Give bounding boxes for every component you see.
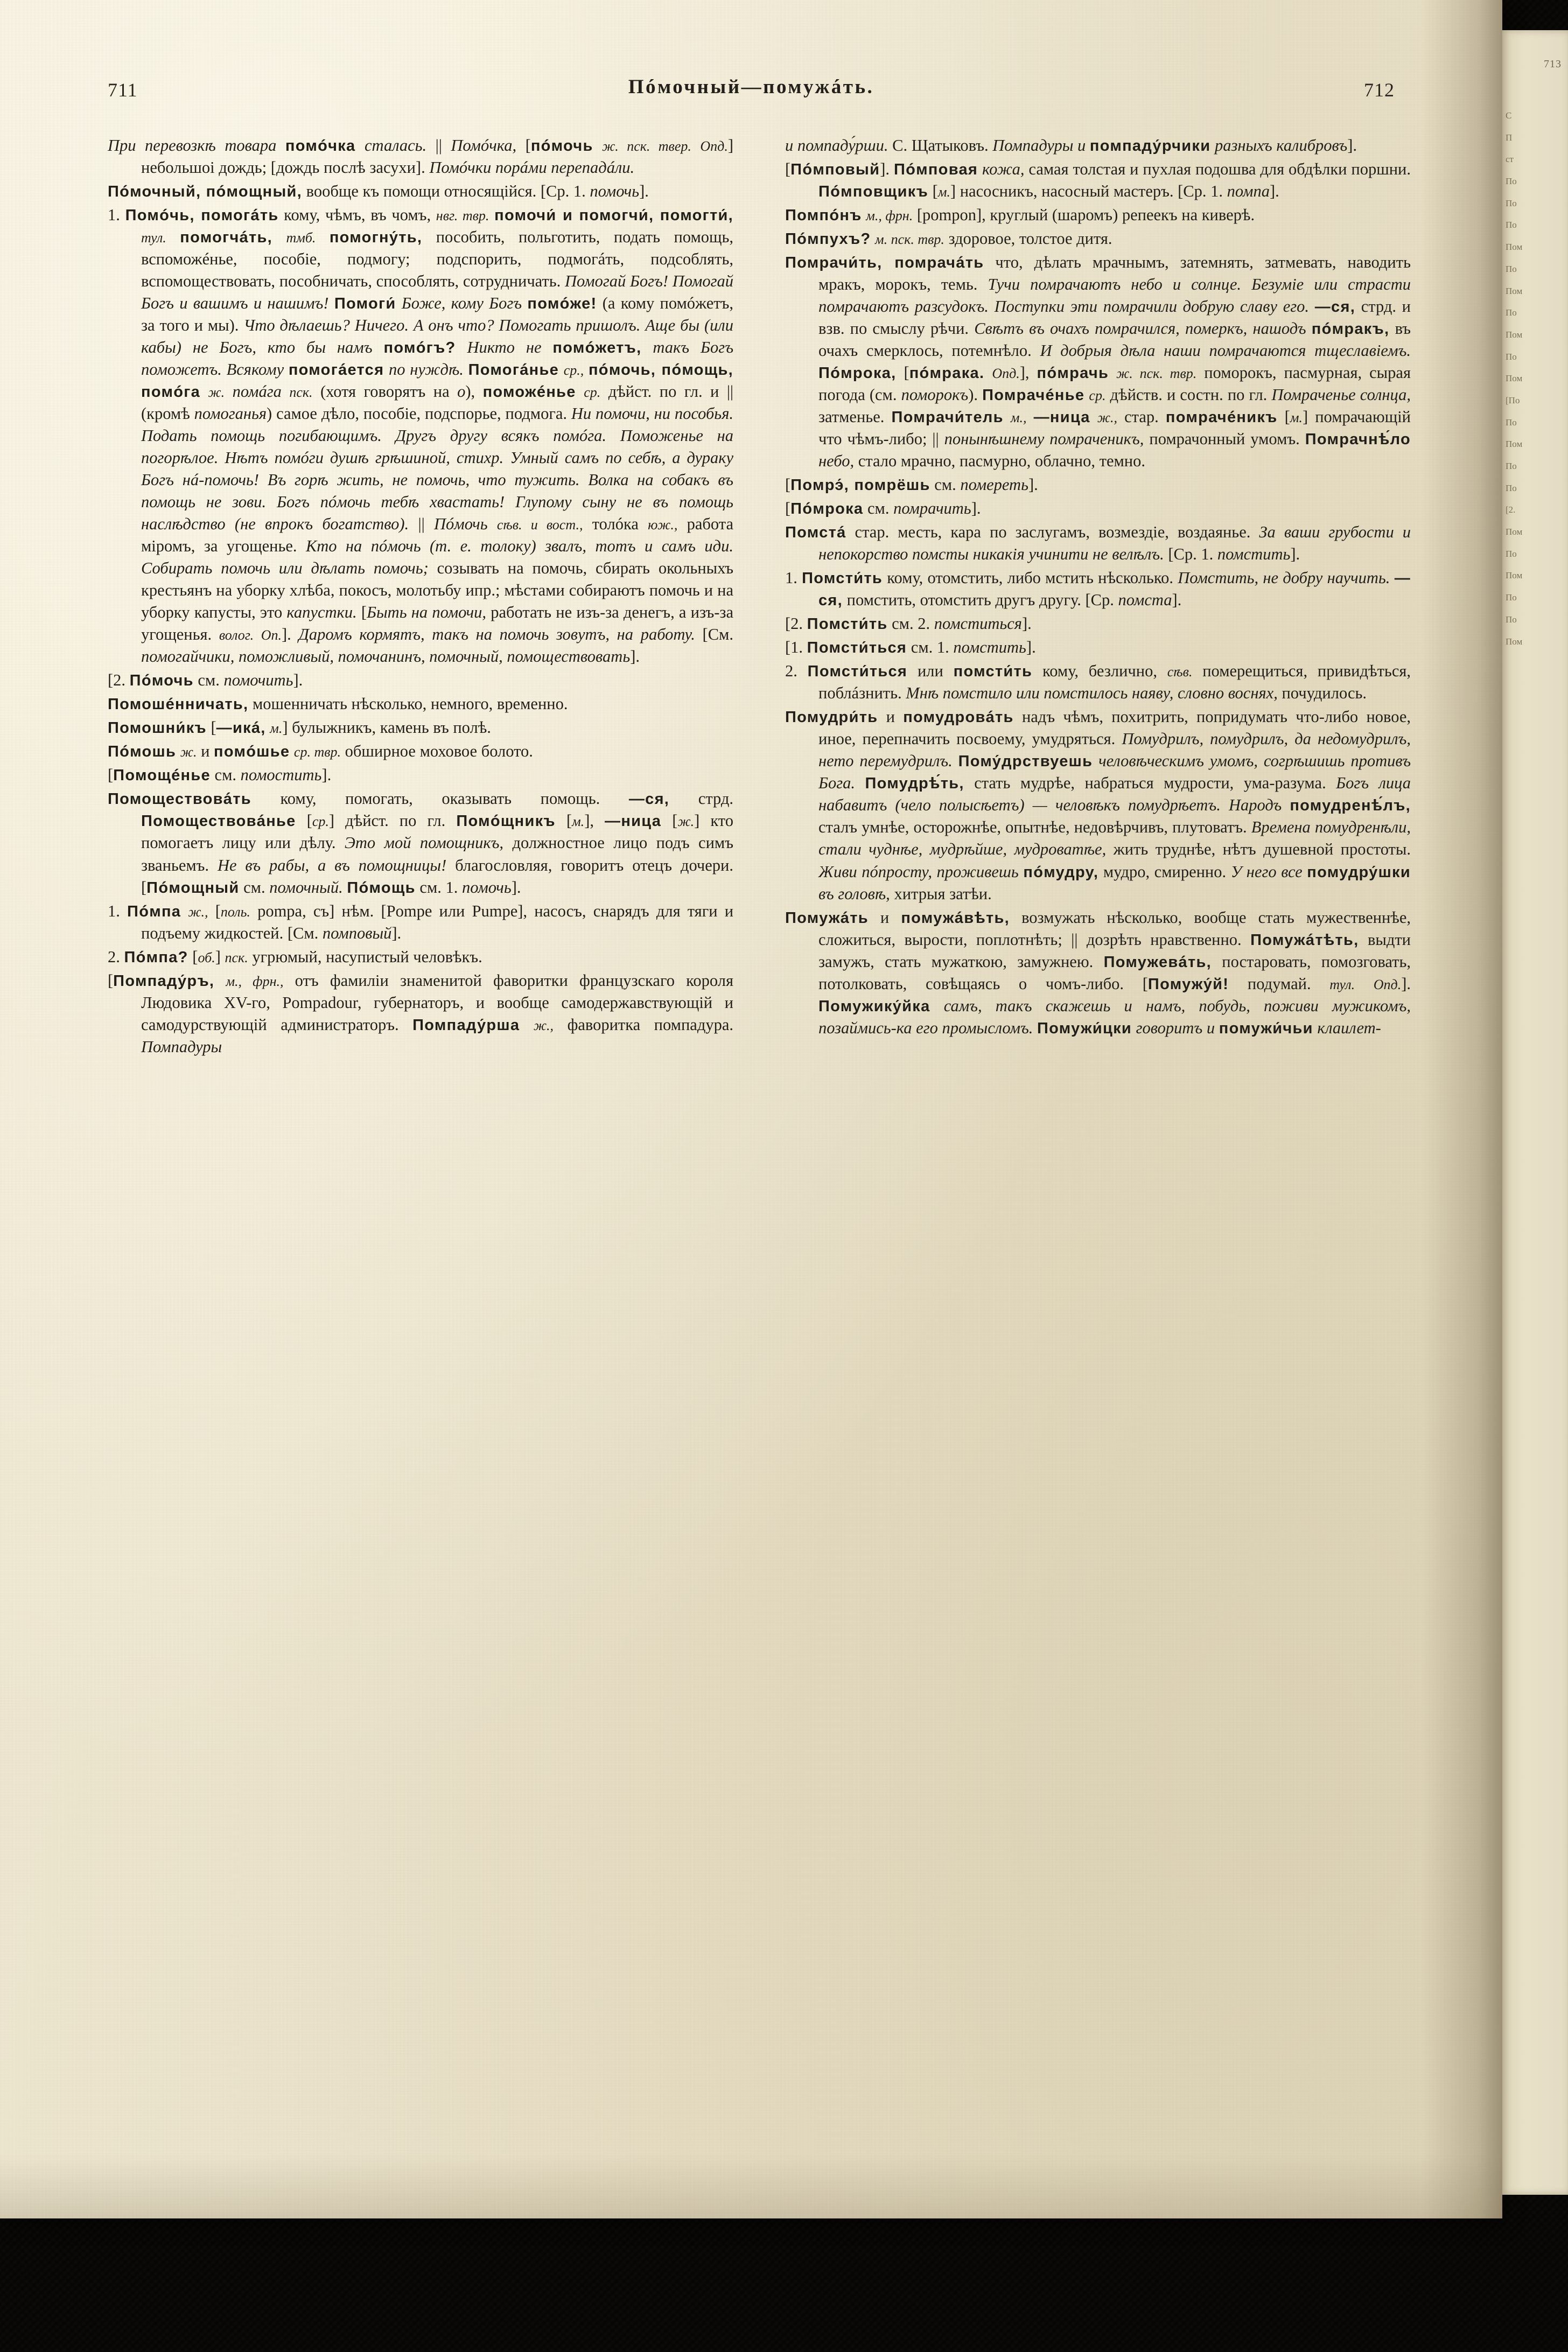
dictionary-entry-pompon: Помпóнъ м., фрн. [pompon], круглый (шаромъ) репеекъ на киверѣ. <box>785 206 1255 225</box>
adjacent-page-sliver <box>1502 30 1568 2195</box>
dictionary-entry-pompovyj: [Пóмповый]. Пóмповая кожа, самая толстая и пухлая подошва для обдѣлки поршни. Пóмповщикъ [м.] насосникъ, насосный мастеръ. [Ср. 1. помпа]. <box>785 160 1411 201</box>
dictionary-entry-pompadur-tail: и помпаду́рши. С. Щатыковъ. Помпадуры и помпаду́рчики разныхъ калибровъ]. <box>785 136 1357 155</box>
dictionary-entry-pomstit-1: 1. Помсти́ть кому, отомстить, либо мстить нѣсколько. Помстить, не добру научить. —ся, помстить, отомстить другъ другу. [Ср. помста]. <box>785 569 1411 610</box>
adjacent-page-fragment: Пом <box>1506 242 1523 253</box>
folio-number-left: 711 <box>108 79 138 101</box>
page-bottom-edge-shading <box>0 2154 1502 2218</box>
adjacent-page-fragment: По <box>1506 483 1517 493</box>
dictionary-entry-pomochka-tail: При перевозкѣ товара помóчка сталась. || Помóчка, [пóмочь ж. пск. твер. Опд.] небольшоi дождь; [дождь послѣ засухи]. Помóчки порáми перепадáли. <box>108 136 734 177</box>
page-columns <box>108 135 1411 1060</box>
dictionary-entry-pomudrit: Помудри́ть и помудровáть надъ чѣмъ, похитрить, попридумать что-либо новое, иное, перепначить посвоему, умудряться. Помудрилъ, помудрилъ, да недомудрилъ, нето перемудрилъ. Пому́дрствуешь человѣческимъ умомъ, согрѣшишь противъ Бога. Помудрѣ́ть, стать мудрѣе, набраться мудрости, ума-разума. Богъ лица набавитъ (чело полысѣетъ) — человѣкъ помудрѣетъ. Народъ помудренѣ́лъ, сталъ умнѣе, осторожнѣе, опытнѣе, недовѣрчивъ, плутоватъ. Времена помудренѣли, стали чуднѣе, мудрѣйше, мудроватѣе, жить труднѣе, нѣтъ душевной простоты. Живи пóпросту, проживешь пóмудру, мудро, смиренно. У него все помудру́шки въ головѣ, хитрыя затѣи. <box>785 708 1411 903</box>
adjacent-page-fragment: По <box>1506 198 1517 208</box>
dictionary-entry-pomstitsya-2: 2. Помсти́ться или помсти́ть кому, безлично, сѣв. померещиться, привидѣться, поблáзнить. Мнѣ помстило или помстилось наяву, словно воснях, почудилось. <box>785 662 1411 703</box>
adjacent-page-fragment: По <box>1506 177 1517 187</box>
adjacent-page-fragment: Пом <box>1506 286 1523 296</box>
dictionary-entry-pomoshchestvovat: Помоществовáть кому, помогать, оказывать помощь. —ся, стрд. Помоществовáнье [ср.] дѣйст. по гл. Помóщникъ [м.], —ница [ж.] кто помогаетъ лицу или дѣлу. Это мой помощникъ, должностное лицо подъ симъ званьемъ. Не въ рабы, а въ помощницы! благословляя, говоритъ отецъ дочери. [Пóмощный см. помочный. Пóмощь см. 1. помочь]. <box>108 789 733 897</box>
folio-number-right: 712 <box>1364 79 1395 101</box>
dictionary-entry-pomsta: Помстá стар. месть, кара по заслугамъ, возмездiе, воздаянье. За ваши грубости и непокорство помсты никакiя учинити не велѣлъ. [Ср. 1. помстить]. <box>785 523 1411 564</box>
adjacent-page-fragment: Пом <box>1506 571 1523 581</box>
adjacent-page-fragment: Пом <box>1506 330 1523 340</box>
dictionary-entry-pompa-2: 2. Пóмпа? [об.] пск. угрюмый, насупистый человѣкъ. <box>108 947 482 966</box>
adjacent-page-fragment: [По <box>1506 395 1520 405</box>
adjacent-page-fragment: По <box>1506 220 1517 230</box>
adjacent-page-fragment: По <box>1506 549 1517 559</box>
adjacent-page-fragment: Пом <box>1506 439 1523 450</box>
adjacent-page-fragment: По <box>1506 264 1517 274</box>
dictionary-entry-pomrachit: Помрачи́ть, помрачáть что, дѣлать мрачнымъ, затемнять, затмевать, наводить мракъ, морокъ, темь. Тучи помрачаютъ небо и солнце. Безумiе или страсти помрачаютъ разсудокъ. Поступки эти помрачили добрую славу его. —ся, стрд. и взв. по смыслу рѣчи. Свѣтъ въ очахъ помрачился, померкъ, нашодъ пóмракъ, въ очахъ смерклось, потемнѣло. И добрыя дѣла наши помрачаются тщеславiемъ. Пóмрока, [пóмрака. Опд.], пóмрачь ж. пск. твр. поморокъ, пасмурная, сырая погода (см. поморокъ). Помрачéнье ср. дѣйств. и состн. по гл. Помраченье солнца, затменье. Помрачи́тель м., —ница ж., стар. помрачéникъ [м.] помрачающiй что чѣмъ-либо; || понынѣшнему помраченикъ, помрачонный умомъ. Помрачнѣ́ло небо, стало мрачно, пасмурно, облачно, темно. <box>785 253 1411 471</box>
adjacent-page-fragment: Пом <box>1506 527 1523 537</box>
adjacent-page-fragment: [2. <box>1506 505 1516 515</box>
page-right-edge-shading <box>1422 0 1502 2218</box>
running-head: Пóмочный—помужáть. <box>628 76 874 98</box>
dictionary-entry-pomroka-ref: [Пóмрока см. помрачить]. <box>785 499 981 518</box>
adjacent-page-fragment: С <box>1506 111 1512 121</box>
right-text-column <box>785 135 1411 1060</box>
adjacent-page-fragment: По <box>1506 614 1517 625</box>
left-text-column <box>108 135 733 1060</box>
dictionary-entry-pompadur: [Помпаду́ръ, м., фрн., отъ фамилiи знаменитой фаворитки французскаго короля Людовика XV-го, Pompadour, губернаторъ, и вообще самодержавствующiй и самодурствующiй администраторъ. Помпаду́рша ж., фаворитка помпадура. Помпадуры <box>108 971 734 1056</box>
dictionary-entry-pomstit-2: [2. Помсти́ть см. 2. помститься]. <box>785 614 1032 633</box>
adjacent-page-fragment: По <box>1506 593 1517 603</box>
adjacent-page-fragment: Пом <box>1506 374 1523 384</box>
adjacent-page-fragment: ст <box>1506 155 1514 165</box>
adjacent-page-fragment: П <box>1506 132 1513 143</box>
dictionary-entry-pomochnyj: Пóмочный, пóмощный, вообще къ помощи относящiйся. [Ср. 1. помочь]. <box>108 182 649 201</box>
dictionary-entry-pomstitsya-1: [1. Помсти́ться см. 1. помстить]. <box>785 638 1036 657</box>
page-header <box>108 70 1395 108</box>
adjacent-page-fragment: По <box>1506 461 1517 471</box>
dictionary-entry-pomoch-1: 1. Помóчь, помогáть кому, чѣмъ, въ чомъ, нвг. твр. помочи́ и помогчи́, помогти́, тул. помогчáть, тмб. помогну́ть, пособить, польготить, подать помощь, вспоможéнье, пособiе, подмогу; подспорить, подмогáть, подсоблять, вспомоществовать, пособничать, способлять, сотрудничать. Помогай Богъ! Помогай Богъ и вашимъ и нашимъ! Помоги́ Боже, кому Богъ помóже! (а кому помóжетъ, за того и мы). Что дѣлаешь? Ничего. А онъ что? Помогать пришолъ. Аще бы (или кабы) не Богъ, кто бы намъ помóгъ? Никто не помóжетъ, такъ Богъ поможетъ. Всякому помогáется по нуждѣ. Помогáнье ср., пóмочь, пóмощь, помóга ж. помáга пск. (хотя говорятъ на о), поможéнье ср. дѣйст. по гл. и || (кромѣ помоганья) самое дѣло, пособiе, подспорье, подмога. Ни помочи, ни пособья. Подать помощь погибающимъ. Другъ другу всякъ помóга. Поможенье на погорѣлое. Нѣтъ помóги душѣ грѣшиной, стихр. Умный самъ по себѣ, а дураку Богъ нá-помочь! Въ горѣ жить, не помочь, что тужить. Волка на собакъ въ помощь не зови. Богъ пóмочь тебѣ хвастать! Глупому сыну не въ помощь наслѣдство (не впрокъ богатство). || Пóмочь сѣв. и вост., толóка юж., работа мiромъ, за угощенье. Кто на пóмочь (т. е. толоку) звалъ, тотъ и самъ иди. Собирать помочь или дѣлать помочь; созывать на помочь, сбирать окольныхъ крестьянъ на уборку хлѣба, покосъ, молотьбу ипр.; мѣстами собираютъ помочь и на уборку капусты, это капустки. [Быть на помочи, работать не изъ-за денегъ, а изъ-за угощенья. волог. Оп.]. Даромъ кормятъ, такъ на помочь зовутъ, на работу. [См. помогайчики, поможливый, помочанинъ, помочный, помоществовать]. <box>108 206 734 666</box>
dictionary-entry-pompa-1: 1. Пóмпа ж., [поль. pompa, съ] нѣм. [Pompe или Pumpe], насосъ, снарядъ для тяги и подъему жидкостей. [См. помповый]. <box>108 901 734 942</box>
dictionary-entry-pomosh: Пóмошь ж. и помóшье ср. твр. обширное моховое болото. <box>108 742 533 761</box>
dictionary-entry-pomuzhat: Помужáть и помужáвѣть, возмужать нѣсколько, вообще стать мужественнѣе, сложиться, вырости, поплотнѣть; || дозрѣть нравственно. Помужáтѣть, выдти замужъ, стать мужаткою, замужнею. Помужевáть, постаровать, помозговать, потолковать, совѣщаясь о чомъ-либо. [Помужу́й! подумай. тул. Опд.]. Помужику́йка самъ, такъ скажешь и намъ, побудь, поживи мужикомъ, позаймись-ка его промысломъ. Помужи́цки говоритъ и помужи́чьи клаилет- <box>785 908 1411 1037</box>
dictionary-entry-pompukh: Пóмпухъ? м. пск. твр. здоровое, толстое дитя. <box>785 229 1112 248</box>
dictionary-entry-pomre: [Помрэ́, помрёшь см. помереть]. <box>785 475 1038 494</box>
adjacent-page-folio: 713 <box>1544 58 1562 70</box>
adjacent-page-fragment: По <box>1506 352 1517 362</box>
adjacent-page-fragment: По <box>1506 308 1517 318</box>
adjacent-page-fragment: По <box>1506 417 1517 428</box>
adjacent-page-fragment: Пом <box>1506 636 1523 647</box>
dictionary-entry-pomoshnik: Помошни́къ [—икá, м.] булыжникъ, камень въ полѣ. <box>108 718 491 737</box>
dictionary-entry-pomoch-2: [2. Пóмочь см. помочить]. <box>108 671 303 690</box>
adjacent-page-text-fragments <box>1506 111 1564 647</box>
dictionary-entry-pomoshchenje: [Помощéнье см. помостить]. <box>108 766 332 785</box>
dictionary-entry-pomoshennichat: Помошéнничать, мошенничать нѣсколько, немного, временно. <box>108 695 568 713</box>
